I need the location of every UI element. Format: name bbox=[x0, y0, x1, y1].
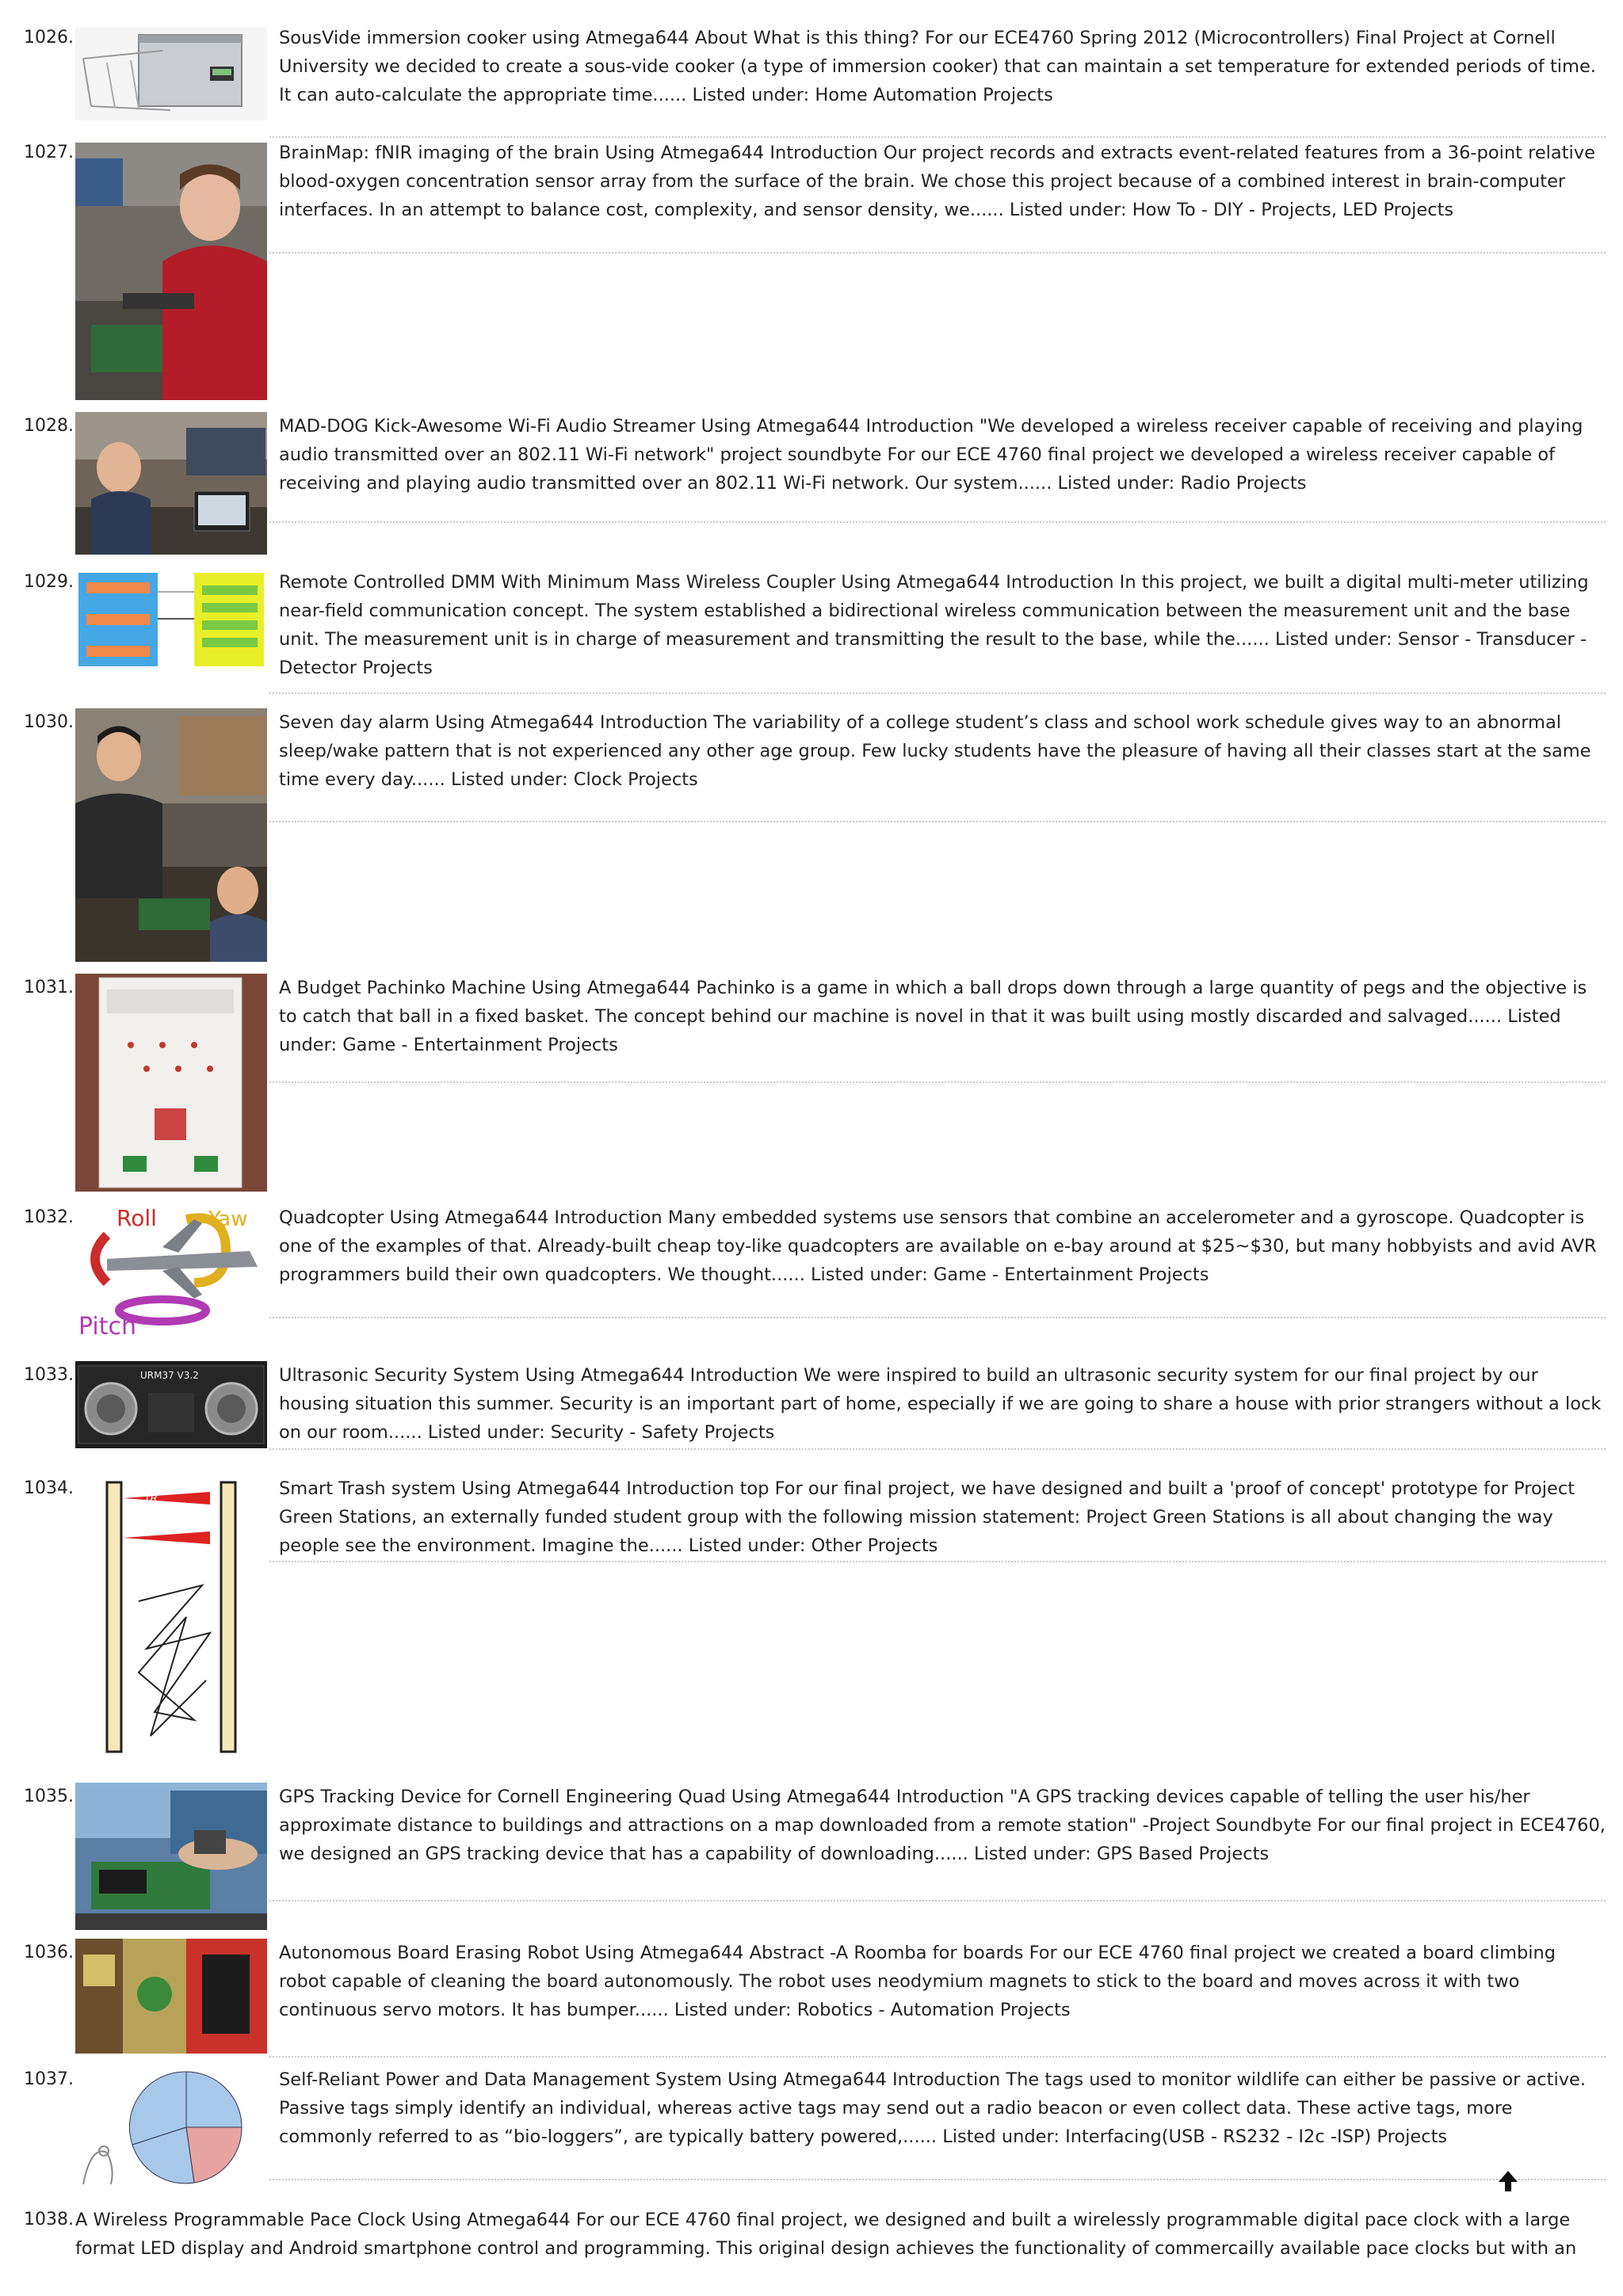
item-text: Seven day alarm Using Atmega644 Introduction The variability of a college student’s class and school work schedule gives way to an abnormal sleep/wake pattern that is not experienced any other age group. Few lucky students have the pleasure of having all their classes start at the same time every day...... Listed under: Clock Projects bbox=[279, 712, 1591, 790]
list-item bbox=[0, 22, 1623, 125]
item-text: Ultrasonic Security System Using Atmega644 Introduction We were inspired to build an ultrasonic security system for our final project by our housing situation this summer. Security is an important part of home, especially if we are going to share a house with prior strangers without a lock on our room...... Listed under: Security - Safety Projects bbox=[279, 1365, 1602, 1443]
divider bbox=[269, 821, 1606, 822]
item-number: 1036. bbox=[24, 1943, 74, 1962]
divider bbox=[269, 521, 1606, 523]
item-description[interactable] bbox=[279, 412, 1607, 498]
item-text: Smart Trash system Using Atmega644 Introduction top For our final project, we have designed and built a 'proof of concept' prototype for Project Green Stations, an externally funded student group with the following mission statement: Project Green Stations is all about changing the way people see the environment. Imagine the...... Listed under: Other Projects bbox=[279, 1478, 1575, 1556]
divider bbox=[269, 1561, 1606, 1562]
divider bbox=[269, 1081, 1606, 1083]
item-number: 1028. bbox=[24, 416, 74, 436]
lab-bench-image[interactable] bbox=[75, 412, 267, 555]
item-description[interactable] bbox=[279, 708, 1607, 794]
item-number: 1034. bbox=[24, 1478, 74, 1498]
yaw-label: Yaw bbox=[208, 1207, 248, 1231]
pachinko-machine-image[interactable] bbox=[75, 974, 267, 1192]
item-number: 1029. bbox=[24, 572, 74, 592]
item-text: GPS Tracking Device for Cornell Engineering Quad Using Atmega644 Introduction "A GPS tracking devices capable of telling the user his/her approximate distance to buildings and attractions on a map downloaded from a remote station" -Project Soundbyte For our final project in ECE4760, we designed an GPS tracking device that has a capability of downloading...... Listed under: GPS Based Projects bbox=[279, 1787, 1606, 1864]
list-item bbox=[0, 139, 1623, 400]
ultrasonic-sensor-image[interactable] bbox=[75, 1361, 267, 1448]
item-description[interactable] bbox=[279, 1203, 1607, 1289]
robot-board-image[interactable] bbox=[75, 1939, 267, 2054]
divider bbox=[269, 692, 1606, 694]
student-lab-image[interactable] bbox=[75, 143, 267, 400]
item-number: 1031. bbox=[24, 978, 74, 997]
item-description[interactable] bbox=[279, 24, 1607, 109]
ir-sensor-diagram-image[interactable] bbox=[75, 1474, 267, 1760]
item-description[interactable] bbox=[279, 1361, 1607, 1447]
roll-label: Roll bbox=[116, 1205, 157, 1231]
list-item bbox=[0, 2065, 1623, 2192]
pie-diagram-image[interactable] bbox=[75, 2065, 267, 2192]
item-text: A Budget Pachinko Machine Using Atmega644 Pachinko is a game in which a ball drops down through a large quantity of pegs and the objective is to catch that ball in a fixed basket. The concept behind our machine is novel in that it was built using mostly discarded and salvaged...... Listed under: Game - Entertainment Projects bbox=[279, 978, 1587, 1055]
item-description[interactable] bbox=[279, 974, 1607, 1059]
list-item bbox=[0, 412, 1623, 555]
item-text: MAD-DOG Kick-Awesome Wi-Fi Audio Streamer Using Atmega644 Introduction "We developed a wireless receiver capable of receiving and playing audio transmitted over an 802.11 Wi-Fi network" project soundbyte For our ECE 4760 final project we developed a wireless receiver capable of receiving and playing audio transmitted over an 802.11 Wi-Fi network. Our system...... Listed under: Radio Projects bbox=[279, 416, 1583, 494]
gps-device-image[interactable] bbox=[75, 1783, 267, 1930]
list-item bbox=[0, 568, 1623, 687]
item-text: SousVide immersion cooker using Atmega644 About What is this thing? For our ECE4760 Spring 2012 (Microcontrollers) Final Project at Cornell University we decided to create a sous-vide cooker (a type of immersion cooker) that can maintain a set temperature for extended periods of time. It can auto-calculate the appropriate time...... Listed under: Home Automation Projects bbox=[279, 28, 1596, 105]
divider bbox=[269, 1317, 1606, 1318]
divider bbox=[269, 2056, 1606, 2058]
students-image[interactable] bbox=[75, 708, 267, 962]
divider bbox=[269, 2179, 1606, 2180]
item-description[interactable] bbox=[279, 1783, 1607, 1868]
item-number: 1038. bbox=[24, 2210, 74, 2229]
item-number: 1035. bbox=[24, 1787, 74, 1806]
item-description[interactable] bbox=[279, 568, 1607, 682]
item-number: 1030. bbox=[24, 712, 74, 732]
back-to-top-icon[interactable] bbox=[1496, 2169, 1520, 2193]
item-description[interactable] bbox=[279, 1939, 1607, 2024]
item-number: 1026. bbox=[24, 28, 74, 48]
list-item bbox=[0, 708, 1623, 962]
item-number: 1032. bbox=[24, 1207, 74, 1227]
item-text: A Wireless Programmable Pace Clock Using Atmega644 For our ECE 4760 final project, we designed and built a wirelessly programmable digital pace clock with a large format LED display and Android smartphone control and programming. This original design achieves the functionality of commercailly available pace clocks but with an bbox=[75, 2210, 1577, 2259]
list-item bbox=[0, 2206, 1623, 2296]
item-text: BrainMap: fNIR imaging of the brain Using Atmega644 Introduction Our project records and extracts event-related features from a 36-point relative blood-oxygen concentration sensor array from the surface of the brain. We chose this project because of a combined interest in brain-computer interfaces. In an attempt to balance cost, complexity, and sensor density, we...... Listed under: How To - DIY - Projects, LED Projects bbox=[279, 143, 1595, 220]
divider bbox=[269, 1448, 1606, 1450]
divider bbox=[269, 136, 1606, 138]
item-text: Autonomous Board Erasing Robot Using Atmega644 Abstract -A Roomba for boards For our ECE 4760 final project we created a board climbing robot capable of cleaning the board autonomously. The robot uses neodymium magnets to stick to the board and moves across it with two continuous servo motors. It has bumper...... Listed under: Robotics - Automation Projects bbox=[279, 1943, 1556, 2020]
block-diagram-image[interactable] bbox=[75, 568, 267, 671]
item-number: 1033. bbox=[24, 1365, 74, 1385]
pitch-label: Pitch bbox=[78, 1313, 137, 1338]
divider bbox=[269, 252, 1606, 254]
item-description[interactable] bbox=[279, 139, 1607, 224]
list-item bbox=[0, 1939, 1623, 2054]
list-item bbox=[0, 1361, 1623, 1448]
sensor-model-label: URM37 V3.2 bbox=[140, 1370, 199, 1381]
sous-vide-cooker-image[interactable] bbox=[75, 27, 267, 120]
item-description[interactable] bbox=[279, 2065, 1607, 2151]
item-text: Remote Controlled DMM With Minimum Mass Wireless Coupler Using Atmega644 Introduction In this project, we built a digital multi-meter utilizing near-field communication concept. The system established a bidirectional wireless communication between the measurement unit and the base unit. The measurement unit is in charge of measurement and transmitting the result to the base, while the...... Listed under: Sensor - Transducer - Detector Projects bbox=[279, 572, 1589, 678]
ir-label: IR bbox=[145, 1493, 158, 1505]
item-number: 1037. bbox=[24, 2069, 74, 2089]
item-description[interactable] bbox=[279, 1474, 1607, 1560]
list-item bbox=[0, 1783, 1623, 1930]
item-description[interactable] bbox=[75, 2206, 1609, 2263]
item-number: 1027. bbox=[24, 143, 74, 162]
item-text: Quadcopter Using Atmega644 Introduction Many embedded systems use sensors that combine an accelerometer and a gyroscope. Quadcopter is one of the examples of that. Already-built cheap toy-like quadcopters are available on e-bay around at $25~$30, but many hobbyists and avid AVR programmers build their own quadcopters. We thought...... Listed under: Game - Entertainment Projects bbox=[279, 1207, 1597, 1285]
roll-pitch-yaw-image[interactable] bbox=[75, 1203, 267, 1338]
list-item bbox=[0, 1474, 1623, 1768]
divider bbox=[269, 1900, 1606, 1901]
item-text: Self-Reliant Power and Data Management System Using Atmega644 Introduction The tags used to monitor wildlife can either be passive or active. Passive tags simply identify an individual, whereas active tags may send out a radio beacon or even collect data. These active tags, more commonly referred to as “bio-loggers”, are typically battery powered,...... Listed under: Interfacing(USB - RS232 - I2c -ISP) Projects bbox=[279, 2069, 1587, 2147]
